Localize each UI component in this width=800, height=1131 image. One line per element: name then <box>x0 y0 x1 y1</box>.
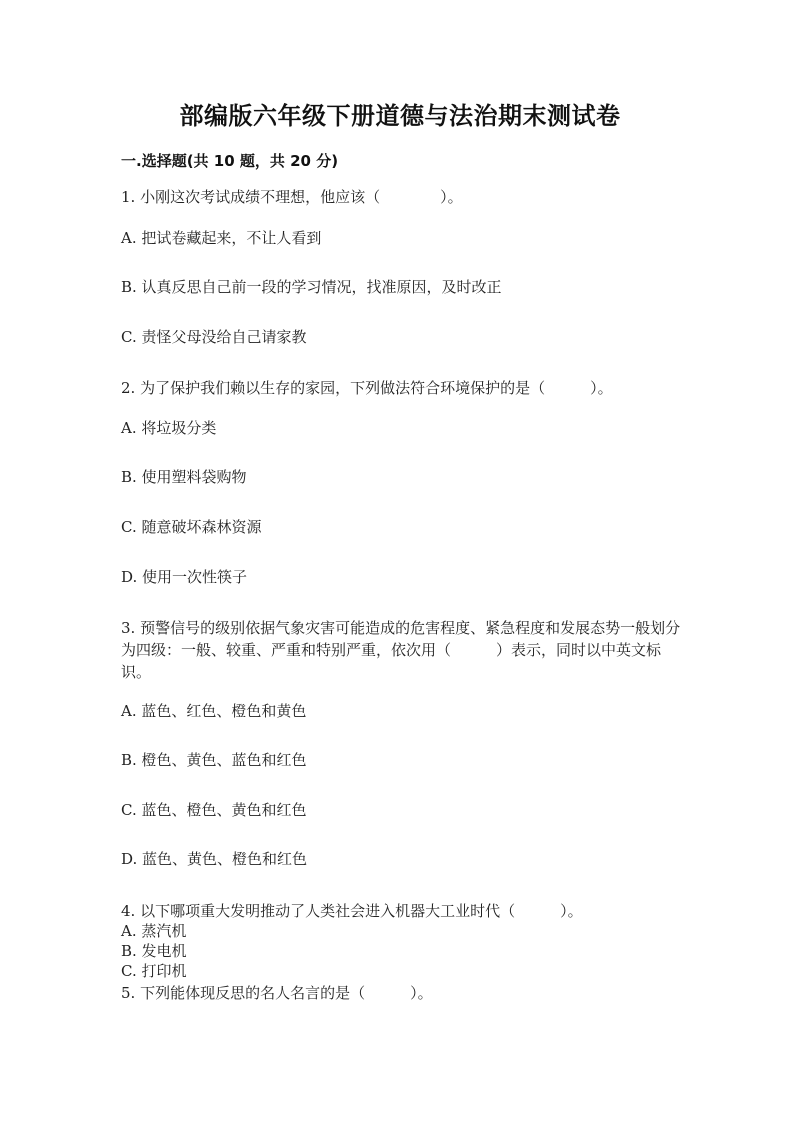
question-4-stem: 4. 以下哪项重大发明推动了人类社会进入机器大工业时代（ ）。 <box>121 902 583 920</box>
question-1-option-c: C. 责怪父母没给自己请家教 <box>121 328 307 346</box>
question-2-option-d: D. 使用一次性筷子 <box>121 568 248 586</box>
question-2-option-b: B. 使用塑料袋购物 <box>121 468 247 486</box>
question-3-option-a: A. 蓝色、红色、橙色和黄色 <box>121 702 307 720</box>
question-2-stem: 2. 为了保护我们赖以生存的家园，下列做法符合环境保护的是（ ）。 <box>121 379 613 397</box>
question-3-option-b: B. 橙色、黄色、蓝色和红色 <box>121 751 307 769</box>
question-2-option-a: A. 将垃圾分类 <box>121 419 217 437</box>
question-2-option-c: C. 随意破坏森林资源 <box>121 518 262 536</box>
section-heading: 一.选择题(共 10 题，共 20 分) <box>121 152 339 170</box>
question-1-option-b: B. 认真反思自己前一段的学习情况，找准原因，及时改正 <box>121 278 502 296</box>
question-3-option-d: D. 蓝色、黄色、橙色和红色 <box>121 850 308 868</box>
question-4-option-c: C. 打印机 <box>121 962 187 980</box>
question-1-stem: 1. 小刚这次考试成绩不理想，他应该（ ）。 <box>121 188 463 206</box>
question-1-option-a: A. 把试卷藏起来，不让人看到 <box>121 229 322 247</box>
question-5-stem: 5. 下列能体现反思的名人名言的是（ ）。 <box>121 984 433 1002</box>
question-4-option-b: B. 发电机 <box>121 942 187 960</box>
page-title: 部编版六年级下册道德与法治期末测试卷 <box>179 102 621 130</box>
question-3-option-c: C. 蓝色、橙色、黄色和红色 <box>121 801 307 819</box>
question-4-option-a: A. 蒸汽机 <box>121 922 187 940</box>
question-3-stem: 3. 预警信号的级别依据气象灾害可能造成的危害程度、紧急程度和发展态势一般划分为四级：一般、较重、严重和特别严重，依次用（ ）表示，同时以中英文标识。 <box>121 619 681 681</box>
